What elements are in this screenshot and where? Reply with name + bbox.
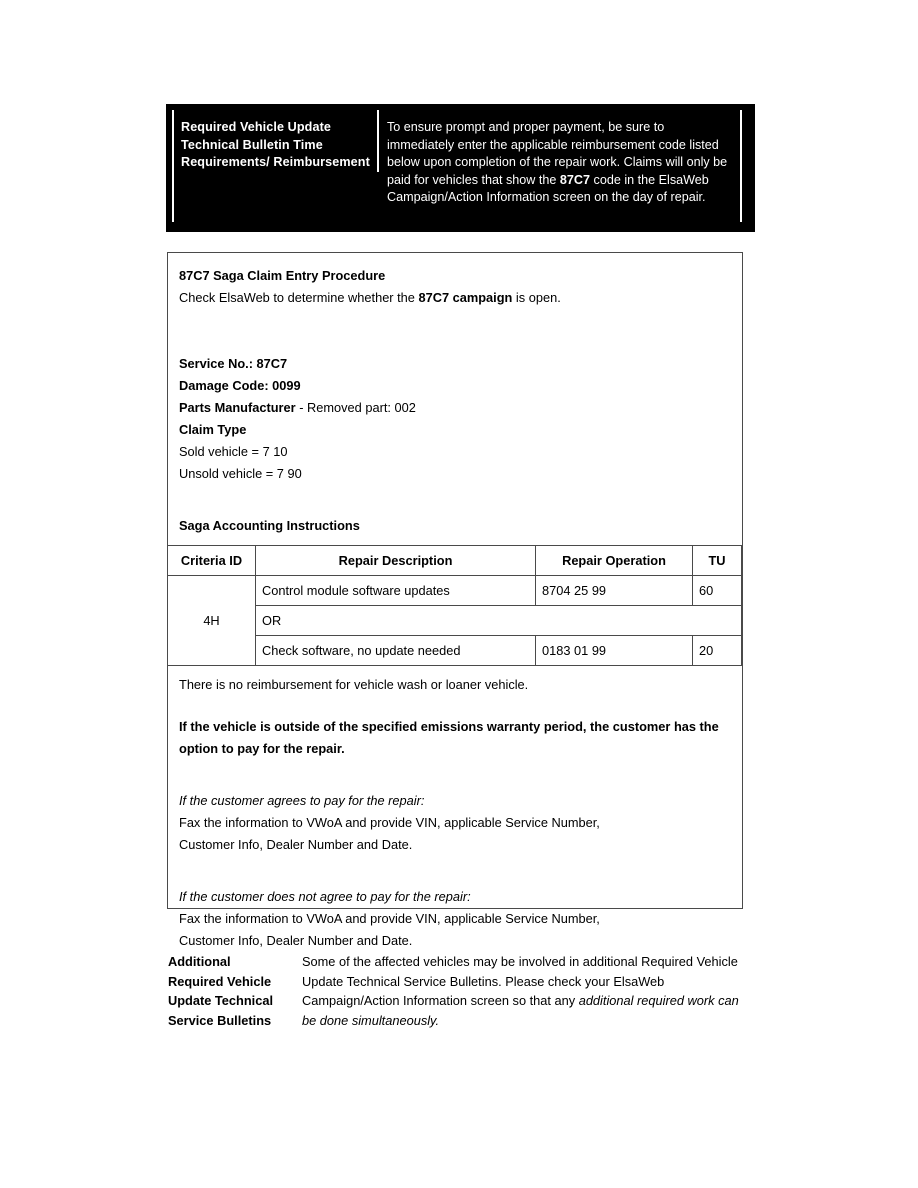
spacer-after-check-line [168, 309, 742, 353]
cell-or-label: OR [256, 606, 536, 636]
spacer-before-agrees-heading [168, 760, 742, 790]
footer-body-part1: Some of the affected vehicles may be involved in additional Required Vehicle Update Technical Service Bulletins. Please check your ElsaWeb Campaign/Action Information screen so that any [302, 954, 738, 1008]
procedure-title: 87C7 Saga Claim Entry Procedure [179, 268, 386, 283]
cell-or-blank-tu [693, 606, 742, 636]
footer-body-emphasis: additional required work can be done simultaneously. [302, 993, 739, 1028]
footer-label-line-1: Additional [168, 954, 231, 969]
footer-label-column [168, 952, 296, 1030]
damage-code-line: Damage Code: 0099 [179, 378, 301, 393]
header-description-part1: To ensure prompt and proper payment, be sure to immediately enter the applicable reimbursement code listed below upon completion of the repair work. Claims will only be paid for vehicles that show the [387, 120, 728, 187]
saga-accounting-table [167, 545, 742, 666]
cell-repair-operation-1: 8704 25 99 [536, 576, 693, 606]
column-header-repair-operation: Repair Operation [536, 546, 693, 576]
reimbursement-header-banner [166, 104, 755, 232]
header-title-line-2: Technical Bulletin Time [181, 137, 323, 152]
footer-label-line-4: Service Bulletins [168, 1012, 272, 1028]
cell-tu-2: 20 [693, 636, 742, 666]
footer-label-line-3: Update Technical [168, 993, 274, 1008]
cell-criteria-id: 4H [168, 576, 256, 666]
sold-vehicle-line: Sold vehicle = 7 10 [179, 444, 288, 459]
claim-entry-content-box [167, 252, 743, 948]
header-description-part2: code in the ElsaWeb Campaign/Action Information screen on the day of repair. [387, 172, 709, 205]
customer-agrees-body-line-1: Fax the information to VWoA and provide VIN, applicable Service Number, [179, 815, 600, 830]
elsaweb-check-part2: is open. [512, 290, 561, 305]
elsaweb-check-line [168, 287, 742, 309]
service-no-line: Service No.: 87C7 [179, 356, 288, 371]
customer-not-agrees-heading: If the customer does not agree to pay for the repair: [179, 889, 471, 904]
additional-bulletins-footer [168, 952, 748, 1030]
footer-body-text [302, 952, 748, 1030]
customer-agrees-body-line-2: Customer Info, Dealer Number and Date. [179, 837, 413, 852]
saga-accounting-title: Saga Accounting Instructions [179, 518, 360, 533]
claim-type-label: Claim Type [179, 422, 247, 437]
parts-manufacturer-line [168, 397, 742, 419]
column-header-repair-description: Repair Description [256, 546, 536, 576]
parts-manufacturer-value: - Removed part: 002 [295, 400, 416, 415]
column-header-criteria-id: Criteria ID [168, 546, 256, 576]
cell-or-blank-operation [536, 606, 693, 636]
cell-repair-operation-2: 0183 01 99 [536, 636, 693, 666]
cell-repair-description-1: Control module software updates [256, 576, 536, 606]
cell-tu-1: 60 [693, 576, 742, 606]
header-title-cell [174, 110, 379, 172]
saga-table-head [168, 546, 742, 576]
elsaweb-check-campaign: 87C7 campaign [418, 290, 513, 305]
elsaweb-check-part1: Check ElsaWeb to determine whether the [179, 290, 419, 305]
header-description-text [387, 119, 732, 207]
column-header-tu: TU [693, 546, 742, 576]
unsold-vehicle-line: Unsold vehicle = 7 90 [179, 466, 302, 481]
cell-repair-description-2: Check software, no update needed [256, 636, 536, 666]
header-title-line-3: Requirements/ Reimbursement [181, 155, 370, 170]
table-header-row [168, 546, 742, 576]
footer-body-column [296, 952, 748, 1030]
spacer-before-saga [168, 485, 742, 515]
post-table-content [168, 666, 742, 952]
header-banner-inner [172, 110, 742, 222]
no-reimbursement-note: There is no reimbursement for vehicle wash or loaner vehicle. [179, 677, 529, 692]
customer-agrees-heading: If the customer agrees to pay for the repair: [179, 793, 425, 808]
customer-not-agrees-body-line-1: Fax the information to VWoA and provide VIN, applicable Service Number, [179, 911, 600, 926]
header-description-cell [379, 110, 740, 207]
saga-table-body [168, 576, 742, 666]
content-padding-wrapper [168, 253, 742, 952]
spacer-before-not-agrees-heading [168, 856, 742, 886]
table-row [168, 576, 742, 606]
header-description-code: 87C7 [559, 172, 591, 187]
spacer-before-emissions-note [168, 696, 742, 716]
header-title-line-1: Required Vehicle Update [181, 120, 331, 134]
footer-label-line-2: Required Vehicle [168, 973, 272, 989]
customer-not-agrees-body-line-2: Customer Info, Dealer Number and Date. [179, 933, 413, 948]
parts-manufacturer-label: Parts Manufacturer [179, 400, 296, 415]
emissions-warranty-note: If the vehicle is outside of the specified emissions warranty period, the customer has the option to pay for the repair. [179, 719, 719, 756]
